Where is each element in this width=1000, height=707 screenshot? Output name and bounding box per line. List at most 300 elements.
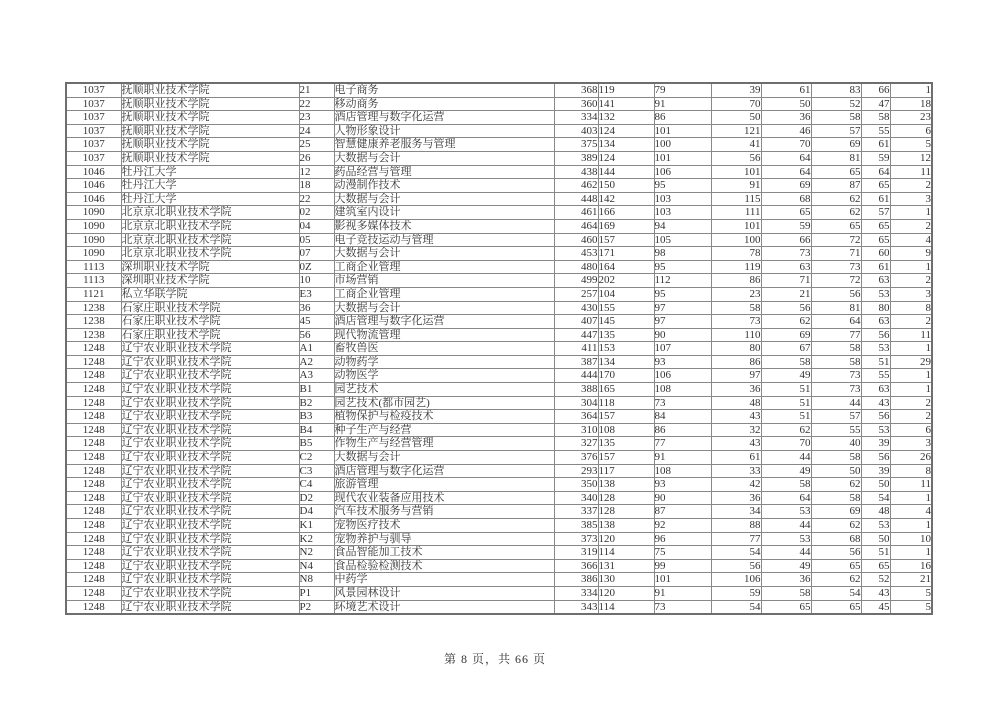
score-cell: 461 <box>554 206 598 220</box>
major-code-cell: 12 <box>299 165 334 179</box>
major-code-cell: 21 <box>299 83 334 97</box>
score-cell: 2 <box>890 179 932 193</box>
score-cell: 59 <box>761 219 811 233</box>
score-cell: 81 <box>811 301 861 315</box>
table-row <box>66 546 932 560</box>
score-cell: 55 <box>861 124 890 138</box>
school-name-cell: 辽宁农业职业技术学院 <box>121 464 299 478</box>
score-cell: 57 <box>861 206 890 220</box>
table-row <box>66 478 932 492</box>
score-cell: 364 <box>554 410 598 424</box>
score-cell: 111 <box>711 206 761 220</box>
table-row <box>66 369 932 383</box>
score-cell: 26 <box>890 451 932 465</box>
score-cell: 499 <box>554 274 598 288</box>
school-code-cell: 1037 <box>66 111 121 125</box>
table-row <box>66 410 932 424</box>
major-code-cell: C3 <box>299 464 334 478</box>
school-code-cell: 1238 <box>66 301 121 315</box>
school-name-cell: 辽宁农业职业技术学院 <box>121 519 299 533</box>
score-cell: 53 <box>861 342 890 356</box>
school-name-cell: 抚顺职业技术学院 <box>121 83 299 97</box>
score-cell: 64 <box>761 151 811 165</box>
score-cell: 2 <box>890 396 932 410</box>
school-code-cell: 1248 <box>66 355 121 369</box>
score-cell: 53 <box>861 519 890 533</box>
score-cell: 98 <box>654 247 711 261</box>
table-row <box>66 423 932 437</box>
score-cell: 97 <box>711 369 761 383</box>
major-code-cell: 22 <box>299 192 334 206</box>
score-cell: 373 <box>554 532 598 546</box>
score-cell: 56 <box>711 151 761 165</box>
score-cell: 65 <box>861 233 890 247</box>
score-cell: 62 <box>761 315 811 329</box>
score-cell: 6 <box>890 124 932 138</box>
score-cell: 12 <box>890 151 932 165</box>
score-cell: 170 <box>598 369 654 383</box>
school-code-cell: 1090 <box>66 247 121 261</box>
admission-score-table <box>65 82 933 615</box>
school-name-cell: 辽宁农业职业技术学院 <box>121 505 299 519</box>
score-cell: 2 <box>890 315 932 329</box>
score-cell: 58 <box>811 491 861 505</box>
score-cell: 93 <box>654 355 711 369</box>
score-cell: 166 <box>598 206 654 220</box>
score-cell: 130 <box>598 573 654 587</box>
school-name-cell: 北京京北职业技术学院 <box>121 247 299 261</box>
score-cell: 11 <box>890 165 932 179</box>
score-cell: 293 <box>554 464 598 478</box>
score-cell: 165 <box>598 383 654 397</box>
table-row <box>66 151 932 165</box>
major-name-cell: 风景园林设计 <box>334 586 554 600</box>
score-cell: 56 <box>861 451 890 465</box>
score-cell: 54 <box>711 600 761 614</box>
school-name-cell: 北京京北职业技术学院 <box>121 206 299 220</box>
school-code-cell: 1248 <box>66 573 121 587</box>
score-cell: 56 <box>861 328 890 342</box>
major-code-cell: 23 <box>299 111 334 125</box>
score-cell: 386 <box>554 573 598 587</box>
score-cell: 70 <box>761 437 811 451</box>
score-cell: 33 <box>711 464 761 478</box>
score-cell: 56 <box>811 287 861 301</box>
school-name-cell: 辽宁农业职业技术学院 <box>121 342 299 356</box>
score-cell: 41 <box>711 138 761 152</box>
school-name-cell: 辽宁农业职业技术学院 <box>121 437 299 451</box>
score-cell: 53 <box>861 287 890 301</box>
table-row <box>66 192 932 206</box>
score-cell: 21 <box>761 287 811 301</box>
score-cell: 3 <box>890 437 932 451</box>
school-name-cell: 辽宁农业职业技术学院 <box>121 546 299 560</box>
school-name-cell: 深圳职业技术学院 <box>121 260 299 274</box>
score-cell: 101 <box>654 151 711 165</box>
school-code-cell: 1037 <box>66 83 121 97</box>
score-cell: 387 <box>554 355 598 369</box>
school-name-cell: 辽宁农业职业技术学院 <box>121 369 299 383</box>
score-cell: 3 <box>890 287 932 301</box>
major-code-cell: 56 <box>299 328 334 342</box>
school-code-cell: 1121 <box>66 287 121 301</box>
score-cell: 42 <box>711 478 761 492</box>
score-cell: 43 <box>861 586 890 600</box>
major-name-cell: 动物药学 <box>334 355 554 369</box>
table-row <box>66 451 932 465</box>
score-cell: 132 <box>598 111 654 125</box>
score-cell: 96 <box>654 532 711 546</box>
score-cell: 134 <box>598 138 654 152</box>
score-cell: 480 <box>554 260 598 274</box>
school-name-cell: 辽宁农业职业技术学院 <box>121 478 299 492</box>
major-name-cell: 工商企业管理 <box>334 260 554 274</box>
major-name-cell: 环境艺术设计 <box>334 600 554 614</box>
major-code-cell: A1 <box>299 342 334 356</box>
school-code-cell: 1248 <box>66 410 121 424</box>
school-code-cell: 1248 <box>66 586 121 600</box>
score-cell: 50 <box>711 111 761 125</box>
school-code-cell: 1046 <box>66 179 121 193</box>
score-cell: 49 <box>761 369 811 383</box>
score-cell: 63 <box>761 260 811 274</box>
school-code-cell: 1090 <box>66 219 121 233</box>
school-name-cell: 辽宁农业职业技术学院 <box>121 355 299 369</box>
major-code-cell: B4 <box>299 423 334 437</box>
score-cell: 157 <box>598 233 654 247</box>
table-row <box>66 559 932 573</box>
score-cell: 66 <box>761 233 811 247</box>
school-code-cell: 1248 <box>66 396 121 410</box>
major-name-cell: 现代农业装备应用技术 <box>334 491 554 505</box>
major-code-cell: E3 <box>299 287 334 301</box>
score-cell: 51 <box>861 546 890 560</box>
major-code-cell: K2 <box>299 532 334 546</box>
score-cell: 403 <box>554 124 598 138</box>
score-cell: 69 <box>761 179 811 193</box>
major-code-cell: P1 <box>299 586 334 600</box>
score-cell: 70 <box>711 97 761 111</box>
major-code-cell: 25 <box>299 138 334 152</box>
score-cell: 124 <box>598 151 654 165</box>
major-name-cell: 移动商务 <box>334 97 554 111</box>
score-cell: 1 <box>890 546 932 560</box>
score-cell: 65 <box>761 206 811 220</box>
score-cell: 119 <box>711 260 761 274</box>
score-cell: 134 <box>598 355 654 369</box>
score-cell: 150 <box>598 179 654 193</box>
score-cell: 5 <box>890 138 932 152</box>
score-cell: 128 <box>598 491 654 505</box>
score-cell: 56 <box>761 301 811 315</box>
score-cell: 368 <box>554 83 598 97</box>
score-cell: 73 <box>711 315 761 329</box>
score-cell: 78 <box>711 247 761 261</box>
score-cell: 104 <box>598 287 654 301</box>
score-cell: 95 <box>654 287 711 301</box>
score-cell: 58 <box>811 111 861 125</box>
score-cell: 103 <box>654 206 711 220</box>
table-row <box>66 233 932 247</box>
score-cell: 72 <box>811 274 861 288</box>
score-cell: 101 <box>654 124 711 138</box>
score-cell: 44 <box>811 396 861 410</box>
major-name-cell: 酒店管理与数字化运营 <box>334 111 554 125</box>
score-cell: 97 <box>654 315 711 329</box>
score-cell: 62 <box>811 573 861 587</box>
major-name-cell: 酒店管理与数字化运营 <box>334 464 554 478</box>
score-cell: 411 <box>554 342 598 356</box>
score-cell: 52 <box>861 573 890 587</box>
major-code-cell: P2 <box>299 600 334 614</box>
score-cell: 337 <box>554 505 598 519</box>
major-code-cell: N2 <box>299 546 334 560</box>
score-cell: 257 <box>554 287 598 301</box>
score-cell: 95 <box>654 260 711 274</box>
score-cell: 86 <box>711 355 761 369</box>
score-cell: 108 <box>654 464 711 478</box>
score-cell: 83 <box>811 83 861 97</box>
score-cell: 93 <box>654 478 711 492</box>
major-code-cell: 0Z <box>299 260 334 274</box>
major-name-cell: 药品经营与管理 <box>334 165 554 179</box>
score-cell: 43 <box>861 396 890 410</box>
score-cell: 50 <box>761 97 811 111</box>
school-name-cell: 辽宁农业职业技术学院 <box>121 573 299 587</box>
table-row <box>66 383 932 397</box>
score-cell: 40 <box>811 437 861 451</box>
score-cell: 108 <box>598 423 654 437</box>
score-cell: 53 <box>761 532 811 546</box>
score-cell: 4 <box>890 233 932 247</box>
score-cell: 1 <box>890 369 932 383</box>
score-cell: 171 <box>598 247 654 261</box>
school-code-cell: 1248 <box>66 383 121 397</box>
score-cell: 97 <box>654 301 711 315</box>
score-cell: 327 <box>554 437 598 451</box>
major-name-cell: 宠物医疗技术 <box>334 519 554 533</box>
score-cell: 376 <box>554 451 598 465</box>
school-code-cell: 1238 <box>66 315 121 329</box>
score-cell: 447 <box>554 328 598 342</box>
score-cell: 9 <box>890 247 932 261</box>
score-cell: 58 <box>761 586 811 600</box>
major-name-cell: 大数据与会计 <box>334 192 554 206</box>
school-name-cell: 抚顺职业技术学院 <box>121 138 299 152</box>
score-cell: 73 <box>811 260 861 274</box>
school-name-cell: 牡丹江大学 <box>121 179 299 193</box>
score-cell: 68 <box>761 192 811 206</box>
table-row <box>66 437 932 451</box>
major-name-cell: 中药学 <box>334 573 554 587</box>
score-cell: 64 <box>761 491 811 505</box>
score-cell: 105 <box>654 233 711 247</box>
table-row <box>66 301 932 315</box>
major-code-cell: C4 <box>299 478 334 492</box>
score-cell: 56 <box>861 410 890 424</box>
score-cell: 11 <box>890 328 932 342</box>
major-code-cell: B2 <box>299 396 334 410</box>
score-cell: 65 <box>861 179 890 193</box>
school-name-cell: 私立华联学院 <box>121 287 299 301</box>
score-cell: 86 <box>654 111 711 125</box>
score-cell: 61 <box>861 260 890 274</box>
school-code-cell: 1248 <box>66 437 121 451</box>
score-cell: 5 <box>890 586 932 600</box>
score-cell: 62 <box>811 192 861 206</box>
school-code-cell: 1248 <box>66 423 121 437</box>
score-cell: 36 <box>761 573 811 587</box>
table-row <box>66 83 932 97</box>
score-cell: 54 <box>861 491 890 505</box>
score-cell: 29 <box>890 355 932 369</box>
score-cell: 63 <box>861 274 890 288</box>
school-code-cell: 1248 <box>66 532 121 546</box>
school-code-cell: 1037 <box>66 151 121 165</box>
score-cell: 118 <box>598 396 654 410</box>
score-cell: 49 <box>761 559 811 573</box>
score-cell: 51 <box>761 383 811 397</box>
score-cell: 44 <box>761 451 811 465</box>
school-name-cell: 辽宁农业职业技术学院 <box>121 491 299 505</box>
score-cell: 50 <box>811 464 861 478</box>
school-code-cell: 1046 <box>66 165 121 179</box>
table-row <box>66 315 932 329</box>
score-cell: 3 <box>890 192 932 206</box>
score-cell: 99 <box>654 559 711 573</box>
score-cell: 84 <box>654 410 711 424</box>
score-cell: 48 <box>711 396 761 410</box>
score-cell: 115 <box>711 192 761 206</box>
score-cell: 5 <box>890 600 932 614</box>
score-cell: 366 <box>554 559 598 573</box>
score-cell: 145 <box>598 315 654 329</box>
major-name-cell: 工商企业管理 <box>334 287 554 301</box>
major-code-cell: A2 <box>299 355 334 369</box>
major-code-cell: N8 <box>299 573 334 587</box>
table-row <box>66 328 932 342</box>
school-name-cell: 辽宁农业职业技术学院 <box>121 586 299 600</box>
score-cell: 86 <box>654 423 711 437</box>
major-name-cell: 大数据与会计 <box>334 151 554 165</box>
score-cell: 106 <box>711 573 761 587</box>
score-cell: 88 <box>711 519 761 533</box>
table-row <box>66 165 932 179</box>
school-name-cell: 抚顺职业技术学院 <box>121 151 299 165</box>
major-code-cell: 18 <box>299 179 334 193</box>
score-cell: 65 <box>811 219 861 233</box>
major-name-cell: 电子竞技运动与管理 <box>334 233 554 247</box>
score-cell: 430 <box>554 301 598 315</box>
score-cell: 51 <box>761 396 811 410</box>
score-cell: 1 <box>890 519 932 533</box>
score-cell: 121 <box>711 124 761 138</box>
school-code-cell: 1248 <box>66 505 121 519</box>
school-name-cell: 抚顺职业技术学院 <box>121 124 299 138</box>
page-number-footer: 第 8 页，共 66 页 <box>443 652 546 666</box>
score-cell: 77 <box>654 437 711 451</box>
school-name-cell: 辽宁农业职业技术学院 <box>121 410 299 424</box>
school-name-cell: 牡丹江大学 <box>121 165 299 179</box>
table-row <box>66 138 932 152</box>
school-name-cell: 北京京北职业技术学院 <box>121 219 299 233</box>
score-cell: 77 <box>811 328 861 342</box>
major-code-cell: A3 <box>299 369 334 383</box>
table-row <box>66 600 932 614</box>
score-cell: 2 <box>890 274 932 288</box>
school-code-cell: 1248 <box>66 600 121 614</box>
score-cell: 124 <box>598 124 654 138</box>
score-cell: 61 <box>711 451 761 465</box>
major-name-cell: 现代物流管理 <box>334 328 554 342</box>
school-name-cell: 北京京北职业技术学院 <box>121 233 299 247</box>
score-cell: 138 <box>598 519 654 533</box>
score-cell: 343 <box>554 600 598 614</box>
score-cell: 56 <box>711 559 761 573</box>
score-cell: 52 <box>811 97 861 111</box>
score-cell: 135 <box>598 328 654 342</box>
score-cell: 46 <box>761 124 811 138</box>
score-cell: 114 <box>598 546 654 560</box>
score-cell: 114 <box>598 600 654 614</box>
score-cell: 108 <box>654 383 711 397</box>
score-cell: 54 <box>711 546 761 560</box>
score-cell: 100 <box>654 138 711 152</box>
major-code-cell: 26 <box>299 151 334 165</box>
score-cell: 8 <box>890 464 932 478</box>
score-cell: 119 <box>598 83 654 97</box>
score-cell: 112 <box>654 274 711 288</box>
score-cell: 63 <box>861 383 890 397</box>
score-cell: 56 <box>811 546 861 560</box>
major-name-cell: 宠物养护与驯导 <box>334 532 554 546</box>
score-cell: 334 <box>554 586 598 600</box>
major-code-cell: 02 <box>299 206 334 220</box>
table-row <box>66 573 932 587</box>
score-cell: 10 <box>890 532 932 546</box>
school-code-cell: 1113 <box>66 260 121 274</box>
score-cell: 438 <box>554 165 598 179</box>
table-row <box>66 111 932 125</box>
school-name-cell: 抚顺职业技术学院 <box>121 97 299 111</box>
major-name-cell: 智慧健康养老服务与管理 <box>334 138 554 152</box>
score-cell: 69 <box>761 328 811 342</box>
score-cell: 65 <box>811 559 861 573</box>
score-cell: 106 <box>654 369 711 383</box>
score-cell: 73 <box>811 369 861 383</box>
school-code-cell: 1090 <box>66 206 121 220</box>
score-cell: 1 <box>890 383 932 397</box>
major-code-cell: 05 <box>299 233 334 247</box>
score-cell: 91 <box>711 179 761 193</box>
score-cell: 144 <box>598 165 654 179</box>
score-cell: 164 <box>598 260 654 274</box>
major-name-cell: 大数据与会计 <box>334 247 554 261</box>
score-cell: 54 <box>811 586 861 600</box>
major-name-cell: 作物生产与经营管理 <box>334 437 554 451</box>
school-code-cell: 1248 <box>66 464 121 478</box>
score-cell: 44 <box>761 546 811 560</box>
score-cell: 94 <box>654 219 711 233</box>
score-cell: 11 <box>890 478 932 492</box>
score-cell: 61 <box>861 192 890 206</box>
score-cell: 462 <box>554 179 598 193</box>
major-code-cell: N4 <box>299 559 334 573</box>
score-cell: 48 <box>861 505 890 519</box>
school-name-cell: 石家庄职业技术学院 <box>121 328 299 342</box>
score-cell: 55 <box>861 369 890 383</box>
score-cell: 334 <box>554 111 598 125</box>
